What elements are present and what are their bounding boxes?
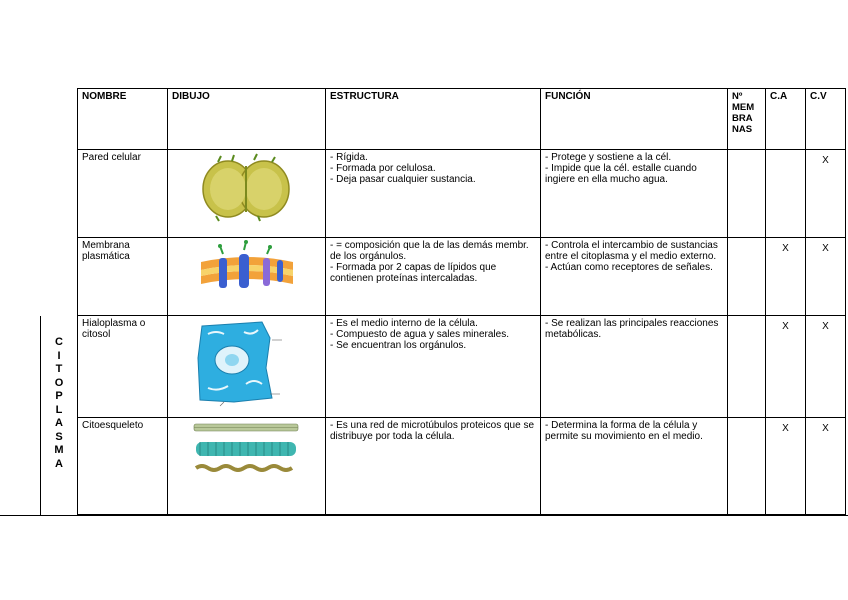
row-funcion: - Se realizan las principales reacciones metabólicas. (541, 316, 728, 418)
row-funcion: - Protege y sostiene a la cél. - Impide que la cél. estalle cuando ingiere en ella mucho agua. (541, 150, 728, 238)
drawing-cell (168, 150, 326, 238)
row-estructura: - Es una red de microtúbulos proteicos que se distribuye por toda la célula. (326, 418, 541, 515)
header-estructura: ESTRUCTURA (326, 89, 541, 150)
side-letter: A (55, 457, 63, 470)
row-funcion: - Determina la forma de la célula y permite su movimiento en el medio. (541, 418, 728, 515)
header-ca: C.A (766, 89, 806, 150)
header-funcion: FUNCIÓN (541, 89, 728, 150)
row-ca: X (766, 316, 806, 418)
row-estructura: - Es el medio interno de la célula. - Compuesto de agua y sales minerales. - Se encuentran los orgánulos. (326, 316, 541, 418)
side-letter: O (54, 376, 64, 389)
side-letter: M (54, 444, 64, 456)
row-nombre: Citoesqueleto (78, 418, 168, 515)
side-letter: A (55, 417, 63, 429)
side-letter: T (55, 363, 63, 375)
row-estructura: - = composición que la de las demás membr. de los orgánulos. - Formada por 2 capas de lípidos que contienen proteínas intercaladas. (326, 238, 541, 316)
header-nombre: NOMBRE (78, 89, 168, 150)
row-funcion: - Controla el intercambio de sustancias entre el citoplasma y el medio externo. - Actúan como receptores de señales. (541, 238, 728, 316)
row-cv: X (806, 418, 846, 515)
side-letter: S (55, 430, 63, 443)
header-row (78, 89, 846, 150)
table-row (78, 316, 846, 418)
row-nombre: Pared celular (78, 150, 168, 238)
drawing-cell (168, 316, 326, 418)
row-ca: X (766, 418, 806, 515)
row-membranas (728, 418, 766, 515)
side-letter: L (55, 403, 63, 416)
side-letter: I (57, 349, 61, 362)
side-letter: P (55, 390, 63, 402)
citoplasma-side-label (40, 316, 77, 516)
header-dibujo: DIBUJO (168, 89, 326, 150)
row-ca: X (766, 238, 806, 316)
cell-parts-table (77, 88, 846, 515)
row-cv: X (806, 150, 846, 238)
cytoskeleton-drawing (192, 420, 302, 482)
header-membranas: Nº MEM BRA NAS (728, 89, 766, 150)
row-cv: X (806, 316, 846, 418)
row-ca (766, 150, 806, 238)
table-row (78, 238, 846, 316)
cytosol-drawing (194, 318, 299, 410)
bottom-rule (0, 515, 848, 516)
drawing-cell (168, 418, 326, 515)
row-cv: X (806, 238, 846, 316)
membrane-drawing (197, 240, 297, 302)
header-cv: C.V (806, 89, 846, 150)
row-membranas (728, 316, 766, 418)
cell-wall-drawing (202, 152, 292, 222)
side-letter: C (55, 336, 63, 348)
row-membranas (728, 238, 766, 316)
table-row (78, 418, 846, 515)
row-nombre: Hialoplasma o citosol (78, 316, 168, 418)
row-membranas (728, 150, 766, 238)
row-nombre: Membrana plasmática (78, 238, 168, 316)
table-row (78, 150, 846, 238)
drawing-cell (168, 238, 326, 316)
row-estructura: - Rígida. - Formada por celulosa. - Deja pasar cualquier sustancia. (326, 150, 541, 238)
